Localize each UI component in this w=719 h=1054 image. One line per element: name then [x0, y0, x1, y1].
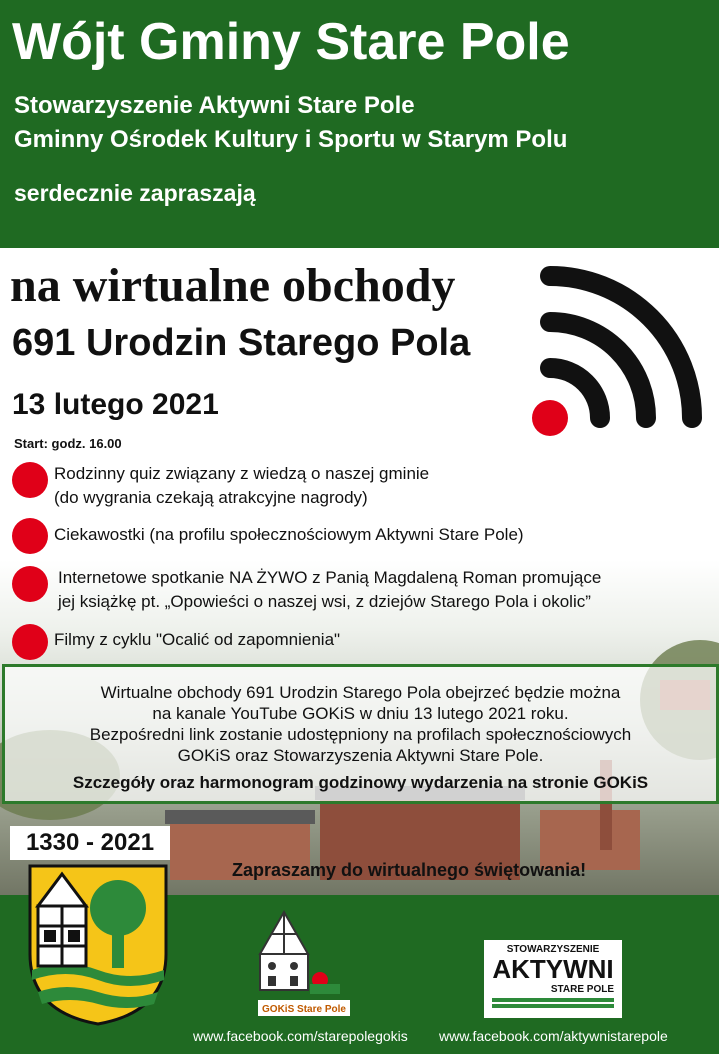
years-label: 1330 - 2021: [10, 826, 170, 860]
page-title: Wójt Gminy Stare Pole: [12, 13, 570, 71]
red-dot-icon: [12, 624, 48, 660]
info-box: Wirtualne obchody 691 Urodzin Starego Pola obejrzeć będzie można na kanale YouTube GOKiS w dniu 13 lutego 2021 roku. Bezpośredni link zostanie udostępniony na profilach społecznościowych GOKiS oraz Stowarzyszenia Aktywni Stare Pole. Szczegóły oraz harmonogram godzinowy wydarzenia na stronie GOKiS: [2, 664, 719, 804]
header-banner: [0, 0, 719, 248]
red-dot-icon: [12, 518, 48, 554]
invite-text: serdecznie zapraszają: [14, 180, 256, 206]
closing-invite: Zapraszamy do wirtualnego świętowania!: [232, 860, 587, 880]
red-dot-icon: [12, 462, 48, 498]
organizer-1: Stowarzyszenie Aktywni Stare Pole: [14, 92, 415, 119]
facebook-link-aktywni: www.facebook.com/aktywnistarepole: [439, 1028, 668, 1044]
wifi-signal-icon: [524, 252, 716, 452]
start-time: Start: godz. 16.00: [14, 436, 122, 451]
svg-text:GOKiS Stare Pole: GOKiS Stare Pole: [262, 1004, 346, 1015]
organizer-2: Gminny Ośrodek Kultury i Sportu w Starym Polu: [14, 126, 568, 153]
facebook-link-gokis: www.facebook.com/starepolegokis: [193, 1028, 408, 1044]
event-headline: na wirtualne obchody: [10, 259, 456, 312]
gokis-logo: [254, 910, 354, 1026]
coat-of-arms-logo: [26, 862, 170, 1026]
event-date: 13 lutego 2021: [12, 388, 219, 421]
aktywni-logo: STOWARZYSZENIE AKTYWNI STARE POLE: [484, 940, 622, 1018]
red-dot-icon: [12, 566, 48, 602]
event-name: 691 Urodzin Starego Pola: [12, 322, 471, 364]
